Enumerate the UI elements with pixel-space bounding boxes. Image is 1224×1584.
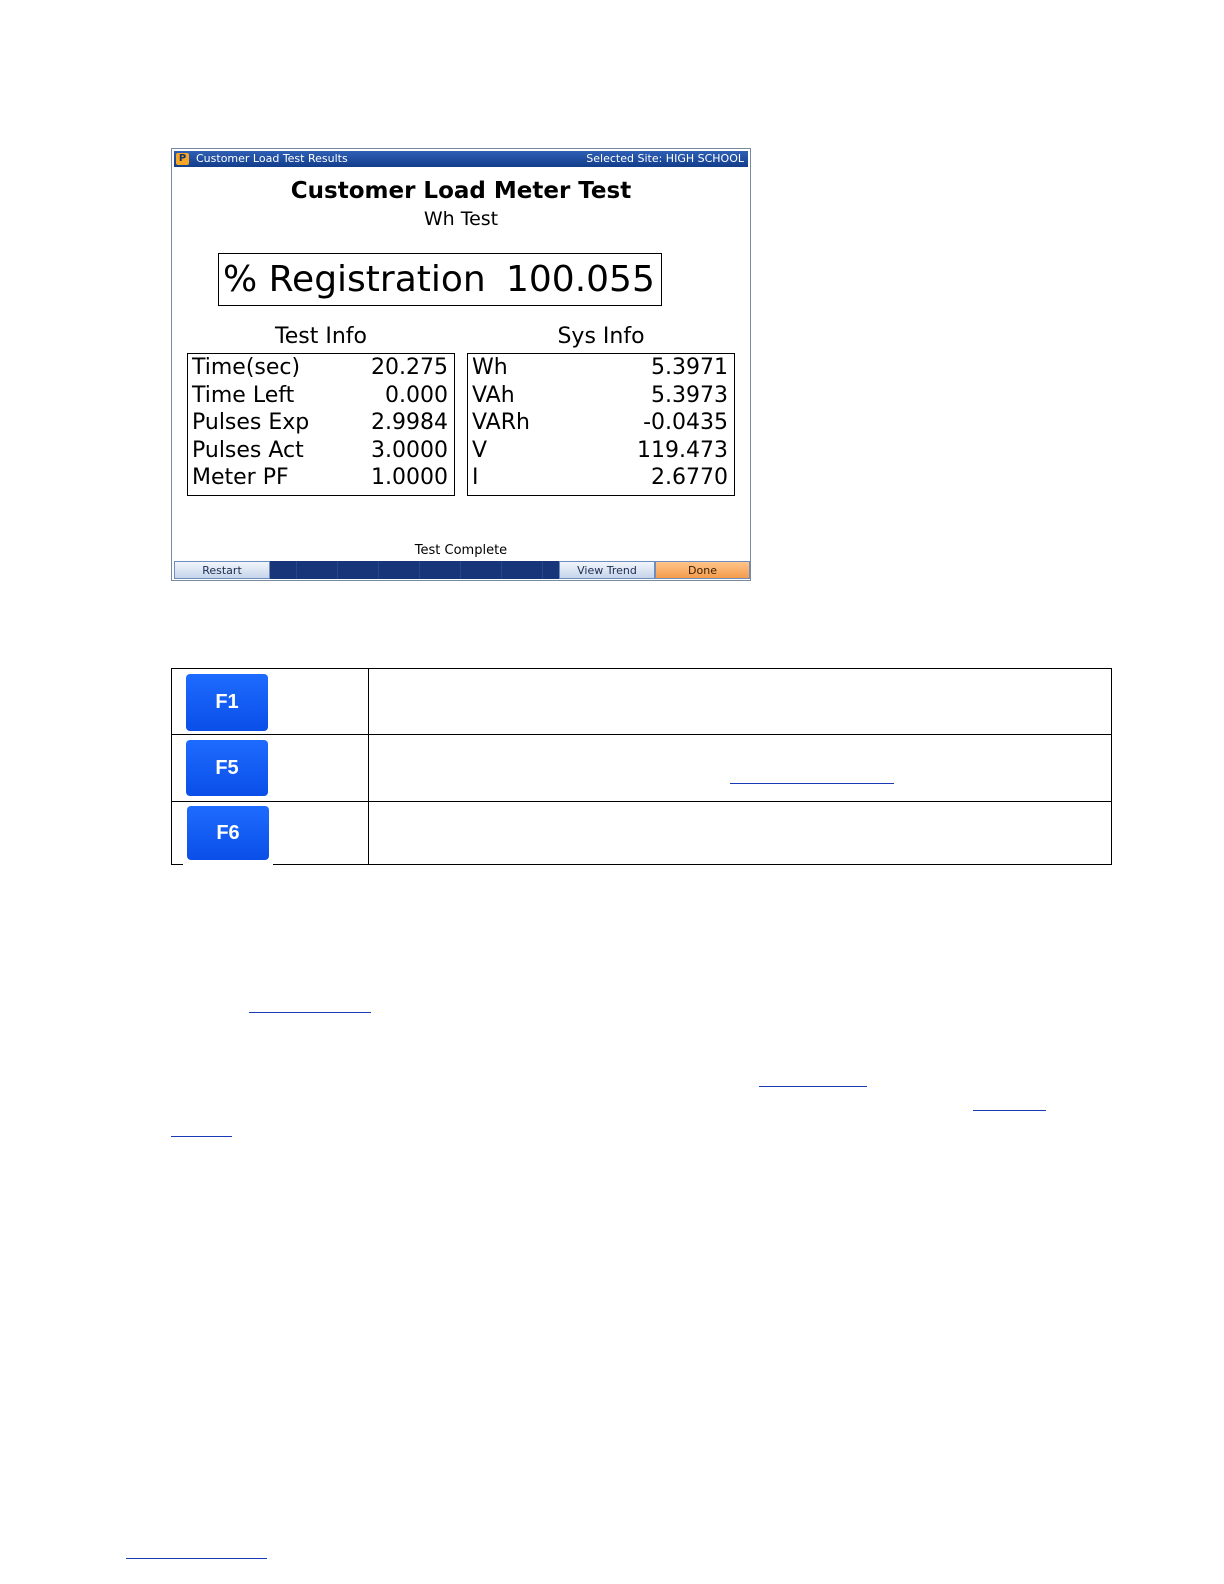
f6-key[interactable]: F6: [187, 806, 269, 860]
test-info-value: 20.275: [371, 355, 448, 380]
test-heading: Customer Load Meter Test: [290, 178, 632, 204]
body-link[interactable]: [759, 1086, 867, 1087]
body-link[interactable]: [973, 1110, 1046, 1111]
test-info-label: Time Left: [192, 382, 295, 408]
device-screen: [171, 148, 751, 581]
test-info-label: Time(sec): [192, 355, 301, 380]
window-title: Customer Load Test Results: [196, 152, 348, 165]
selected-site-label: Selected Site: HIGH SCHOOL: [586, 152, 744, 165]
test-info-value: 0.000: [385, 382, 448, 408]
registration-label: % Registration: [223, 259, 486, 300]
test-info-label: Pulses Act: [192, 437, 304, 463]
test-info-label: Pulses Exp: [192, 410, 310, 436]
app-logo-icon: P: [176, 153, 189, 165]
sys-info-row: [472, 354, 728, 382]
sys-info-label: VARh: [472, 410, 530, 436]
done-button[interactable]: Done: [655, 561, 750, 579]
body-link[interactable]: [249, 1012, 371, 1013]
f5-description-link[interactable]: [730, 783, 894, 784]
table-border-gap: [183, 862, 273, 867]
status-text: Test Complete: [414, 543, 508, 558]
sys-info-value: 5.3971: [651, 355, 728, 380]
sys-info-label: VAh: [472, 382, 515, 408]
table-column-divider: [368, 668, 369, 865]
sys-info-title: Sys Info: [557, 324, 645, 349]
sys-info-label: I: [472, 465, 479, 491]
f1-key[interactable]: F1: [186, 674, 268, 731]
test-info-row: [192, 409, 448, 437]
title-bar: [174, 151, 748, 167]
sys-info-value: 2.6770: [651, 465, 728, 491]
test-info-value: 1.0000: [371, 465, 448, 491]
sys-info-value: -0.0435: [643, 410, 728, 436]
table-row-divider: [171, 734, 1112, 735]
sys-info-row: [472, 464, 728, 492]
test-info-row: [192, 437, 448, 465]
table-border: [171, 668, 1112, 865]
sys-info-label: V: [472, 437, 488, 463]
view-trend-button[interactable]: View Trend: [559, 561, 655, 579]
sys-info-row: [472, 409, 728, 437]
test-info-row: [192, 464, 448, 492]
sys-info-row: [472, 437, 728, 465]
test-info-value: 2.9984: [371, 410, 448, 436]
test-info-value: 3.0000: [371, 437, 448, 463]
test-info-row: [192, 382, 448, 410]
table-row-divider: [171, 801, 1112, 802]
registration-value: 100.055: [506, 259, 655, 300]
restart-button[interactable]: Restart: [174, 561, 270, 579]
body-link[interactable]: [171, 1136, 232, 1137]
f5-key[interactable]: F5: [186, 740, 268, 796]
test-info-title: Test Info: [275, 324, 367, 349]
sys-info-value: 5.3973: [651, 382, 728, 408]
registration-display: [218, 253, 662, 306]
sys-info-label: Wh: [472, 355, 508, 380]
sys-info-row: [472, 382, 728, 410]
softkey-bar: [174, 561, 748, 579]
test-info-panel: [187, 353, 455, 496]
sys-info-value: 119.473: [637, 437, 728, 463]
sys-info-panel: [467, 353, 735, 496]
test-subheading: Wh Test: [423, 208, 499, 230]
footer-link[interactable]: [126, 1558, 267, 1559]
test-info-row: [192, 354, 448, 382]
function-key-table: [171, 668, 1112, 865]
test-info-label: Meter PF: [192, 465, 289, 491]
